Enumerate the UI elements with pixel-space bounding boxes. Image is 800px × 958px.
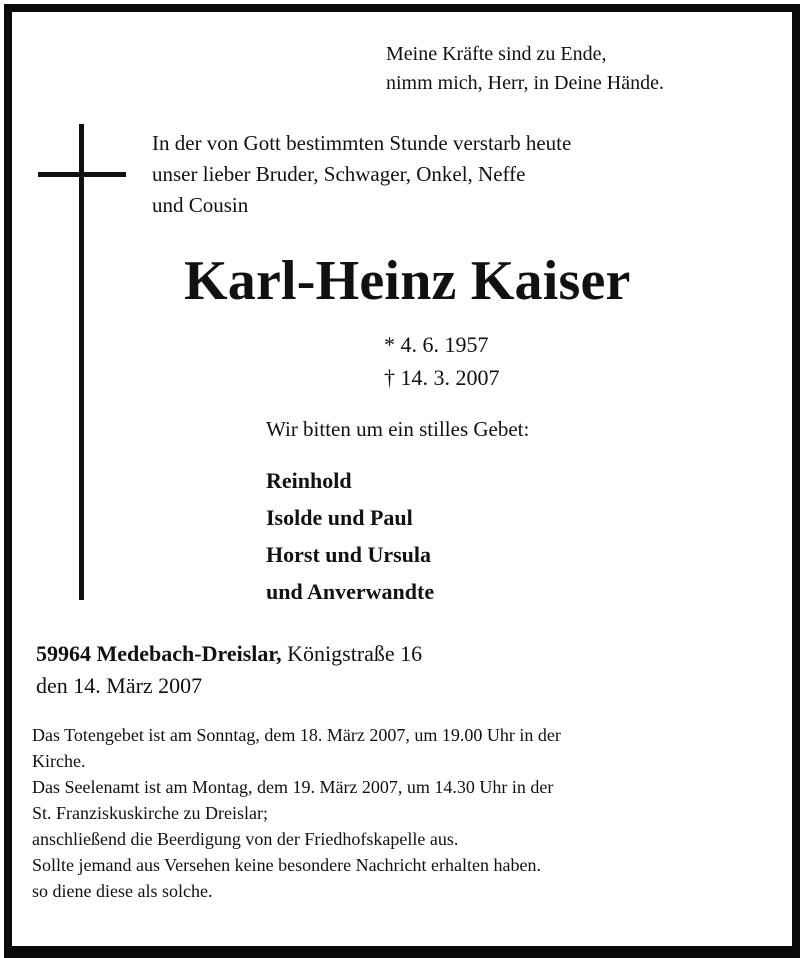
address-street: Königstraße 16 <box>281 641 423 666</box>
address-date: den 14. März 2007 <box>36 673 203 698</box>
verse-line: nimm mich, Herr, in Deine Hände. <box>386 72 665 94</box>
death-date: † 14. 3. 2007 <box>384 365 500 390</box>
note-line: Kirche. <box>32 751 86 771</box>
mourner: Horst und Ursula <box>266 542 432 567</box>
birth-date: * 4. 6. 1957 <box>384 332 489 357</box>
note-line: Das Seelenamt ist am Montag, dem 19. März 2007, um 14.30 Uhr in der <box>32 777 554 797</box>
cross-icon-bar <box>38 172 126 177</box>
verse <box>386 40 664 98</box>
deceased-name: Karl-Heinz Kaiser <box>184 250 631 312</box>
intro-text <box>152 128 571 221</box>
address-place: 59964 Medebach-Dreislar, <box>36 641 282 666</box>
life-dates <box>384 328 500 394</box>
mourner: Isolde und Paul <box>266 505 413 530</box>
intro-line: In der von Gott bestimmten Stunde verstarb heute <box>152 131 572 155</box>
note-line: Sollte jemand aus Versehen keine besondere Nachricht erhalten haben. <box>32 855 541 875</box>
service-notes <box>32 722 782 904</box>
intro-line: unser lieber Bruder, Schwager, Onkel, Neffe <box>152 162 526 186</box>
verse-line: Meine Kräfte sind zu Ende, <box>386 43 607 65</box>
address-line <box>36 638 422 670</box>
mourner: Reinhold <box>266 468 352 493</box>
cross-icon <box>79 124 84 600</box>
note-line: St. Franziskuskirche zu Dreislar; <box>32 803 268 823</box>
note-line: anschließend die Beerdigung von der Friedhofskapelle aus. <box>32 829 459 849</box>
mourners-list <box>266 462 434 610</box>
mourner: und Anverwandte <box>266 579 435 604</box>
note-line: so diene diese als solche. <box>32 881 213 901</box>
address-block <box>36 638 422 702</box>
prayer-request: Wir bitten um ein stilles Gebet: <box>266 417 530 441</box>
intro-line: und Cousin <box>152 193 249 217</box>
note-line: Das Totengebet ist am Sonntag, dem 18. März 2007, um 19.00 Uhr in der <box>32 725 561 745</box>
